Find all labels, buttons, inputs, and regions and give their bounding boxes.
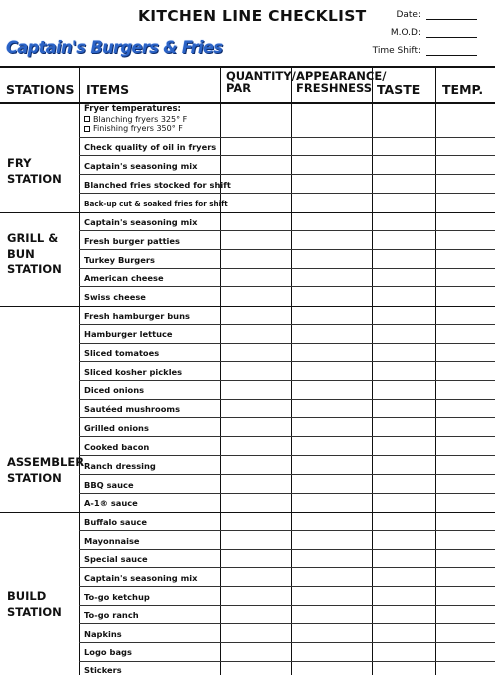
station-build-line2: STATION: [7, 604, 62, 619]
column-divider: [372, 67, 373, 675]
col-header-appearance-line1: APPEARANCE/: [296, 69, 387, 83]
item-row: Captain's seasoning mix: [84, 217, 198, 227]
column-divider: [435, 67, 436, 675]
item-row: Check quality of oil in fryers: [84, 142, 217, 152]
mod-input-line[interactable]: [426, 29, 477, 38]
item-row: Fresh hamburger buns: [84, 311, 190, 321]
row-rule: [79, 530, 495, 531]
item-row: Cooked bacon: [84, 442, 150, 452]
row-rule: [79, 661, 495, 662]
page-title: KITCHEN LINE CHECKLIST: [138, 7, 367, 25]
station-assembler-line1: ASSEMBLER: [7, 455, 85, 469]
station-rule: [0, 512, 495, 513]
col-header-appearance-line2: FRESHNESS: [296, 80, 373, 95]
row-rule: [79, 586, 495, 587]
item-row: American cheese: [84, 273, 164, 283]
station-grill-line3: STATION: [7, 262, 62, 277]
item-row: Ranch dressing: [84, 461, 156, 471]
station-build: [7, 589, 62, 620]
item-row: Mayonnaise: [84, 536, 140, 546]
item-row: Logo bags: [84, 647, 132, 657]
station-fry: [7, 156, 62, 187]
blanching-fryers-label: Blanching fryers 325° F: [93, 114, 188, 124]
row-rule: [79, 249, 495, 250]
item-row: Special sauce: [84, 554, 148, 564]
item-row: Sliced kosher pickles: [84, 367, 183, 377]
time-shift-field[interactable]: [373, 46, 477, 56]
row-rule: [79, 605, 495, 606]
brand-logo: Captain's Burgers & Fries: [6, 38, 223, 58]
date-input-line[interactable]: [426, 11, 477, 20]
mod-field[interactable]: [391, 28, 477, 38]
checkbox-icon[interactable]: [84, 126, 90, 132]
row-rule: [79, 268, 495, 269]
time-shift-label: Time Shift:: [372, 46, 421, 56]
mod-label: M.O.D:: [390, 28, 421, 38]
finishing-fryers-label: Finishing fryers 350° F: [93, 123, 183, 133]
item-row: A-1® sauce: [84, 498, 138, 508]
row-rule: [79, 623, 495, 624]
station-build-line1: BUILD: [7, 589, 47, 603]
row-rule: [79, 417, 495, 418]
item-row: Grilled onions: [84, 423, 149, 433]
fryer-temperatures-title: Fryer temperatures:: [84, 104, 181, 114]
blanching-fryers-row[interactable]: [84, 115, 187, 124]
date-label: Date:: [396, 10, 421, 20]
item-row: Back-up cut & soaked fries for shift: [84, 199, 228, 208]
item-row: Sliced tomatoes: [84, 348, 160, 358]
row-rule: [79, 455, 495, 456]
item-row: Captain's seasoning mix: [84, 573, 198, 583]
item-row: Turkey Burgers: [84, 255, 155, 265]
row-rule: [79, 549, 495, 550]
row-rule: [79, 137, 495, 138]
item-row: Fresh burger patties: [84, 236, 180, 246]
checkbox-icon[interactable]: [84, 116, 90, 122]
col-header-stations: STATIONS: [6, 82, 75, 97]
item-row: Napkins: [84, 629, 122, 639]
item-row: Buffalo sauce: [84, 517, 147, 527]
row-rule: [79, 343, 495, 344]
station-assembler: [7, 455, 84, 486]
item-row: BBQ sauce: [84, 480, 134, 490]
row-rule: [79, 361, 495, 362]
row-rule: [79, 324, 495, 325]
item-row: Sautéed mushrooms: [84, 404, 181, 414]
item-row: Stickers: [84, 665, 122, 675]
station-rule: [0, 306, 495, 307]
row-rule: [79, 436, 495, 437]
finishing-fryers-row[interactable]: [84, 124, 187, 133]
row-rule: [79, 230, 495, 231]
item-row: To-go ketchup: [84, 592, 150, 602]
item-row: Blanched fries stocked for shift: [84, 180, 231, 190]
top-rule: [0, 66, 495, 68]
col-header-temp: TEMP.: [442, 82, 484, 97]
column-divider: [291, 67, 292, 675]
column-divider: [79, 67, 80, 675]
header-rule: [0, 102, 495, 104]
row-rule: [79, 399, 495, 400]
row-rule: [79, 286, 495, 287]
item-row: Diced onions: [84, 385, 145, 395]
row-rule: [79, 642, 495, 643]
item-row: Captain's seasoning mix: [84, 161, 198, 171]
station-grill-line1: GRILL &: [7, 231, 59, 245]
col-header-quantity: [226, 71, 296, 94]
station-assembler-line2: STATION: [7, 470, 62, 485]
row-rule: [79, 474, 495, 475]
station-grill-line2: BUN: [7, 246, 35, 261]
row-rule: [79, 380, 495, 381]
row-rule: [79, 493, 495, 494]
fryer-temperatures: [84, 105, 187, 133]
col-header-quantity-line1: QUANTITY/: [226, 69, 296, 83]
item-row: Swiss cheese: [84, 292, 146, 302]
row-rule: [79, 174, 495, 175]
item-row: To-go ranch: [84, 610, 139, 620]
row-rule: [79, 567, 495, 568]
item-row: Hamburger lettuce: [84, 329, 173, 339]
date-field[interactable]: [396, 10, 477, 20]
station-fry-line1: FRY: [7, 156, 32, 170]
col-header-quantity-line2: PAR: [226, 80, 252, 95]
station-grill-bun: [7, 231, 62, 278]
time-shift-input-line[interactable]: [426, 47, 477, 56]
row-rule: [79, 155, 495, 156]
col-header-items: ITEMS: [86, 82, 130, 97]
row-rule: [79, 193, 495, 194]
column-divider: [220, 67, 221, 675]
station-rule: [0, 212, 495, 213]
station-fry-line2: STATION: [7, 171, 62, 186]
col-header-taste: TASTE: [377, 82, 421, 97]
